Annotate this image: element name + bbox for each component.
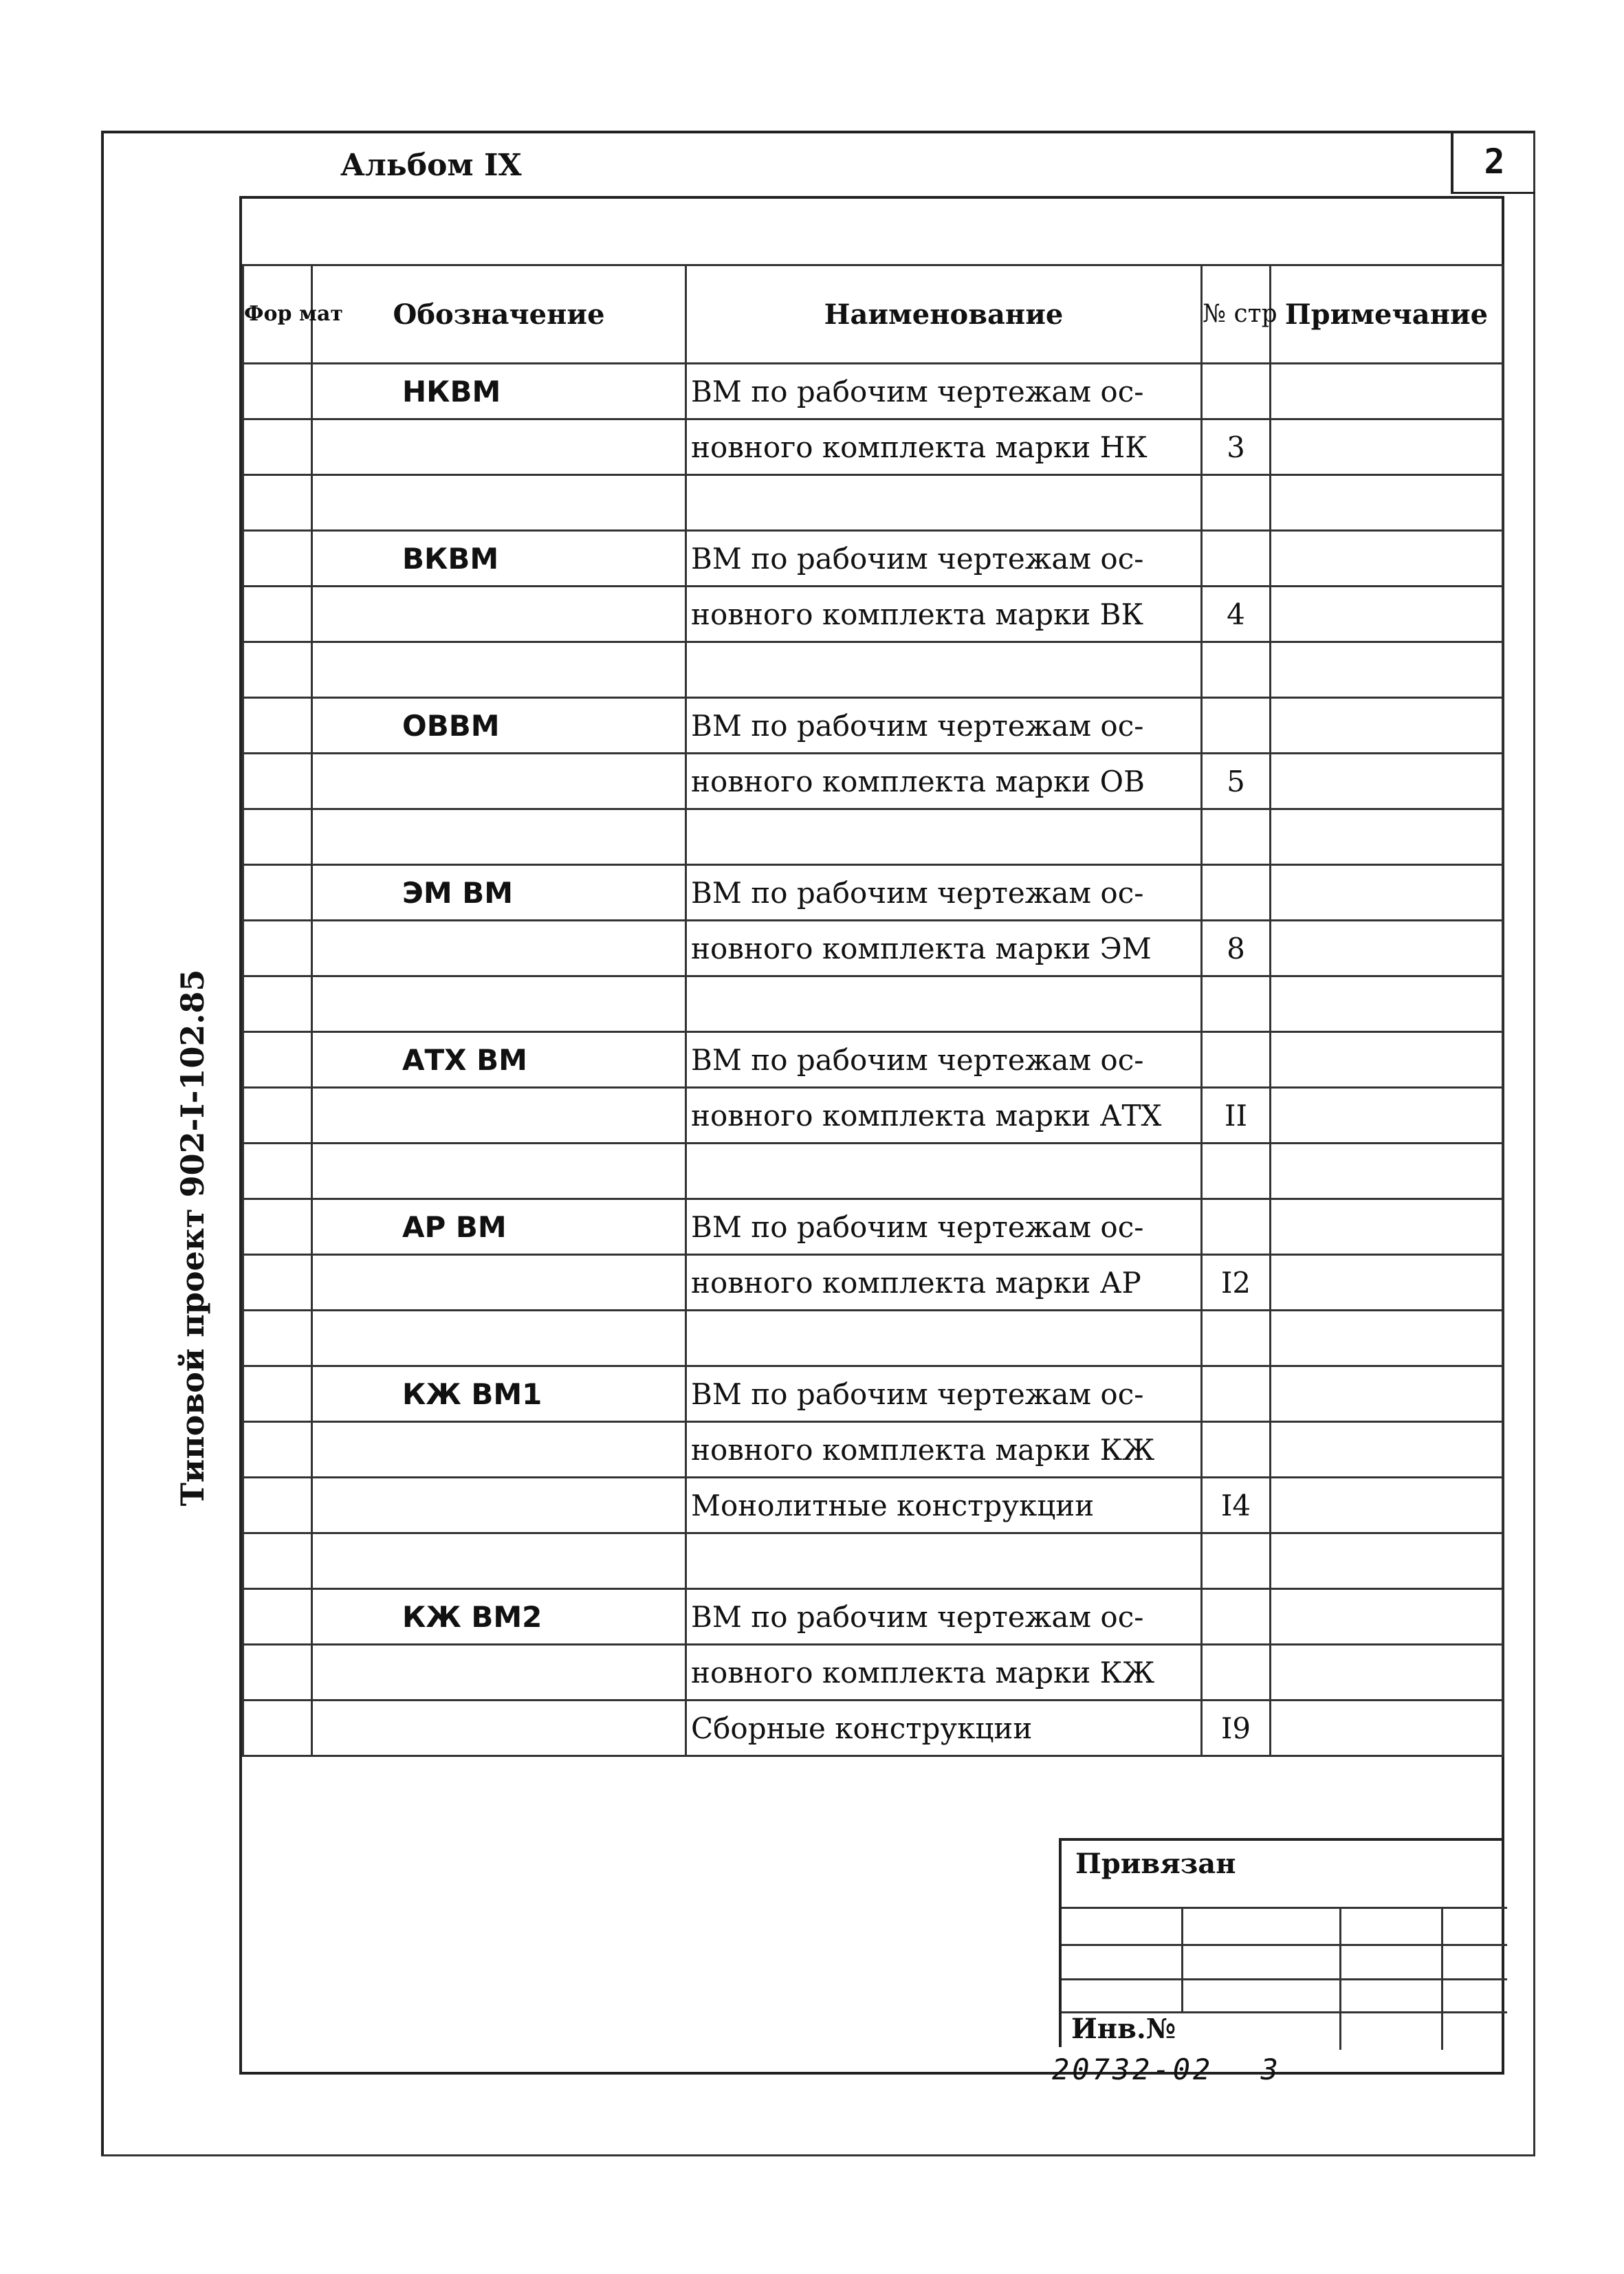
cell-note	[1271, 1199, 1503, 1255]
stamp-divider	[1181, 1907, 1183, 2011]
cell-page: 5	[1202, 754, 1271, 809]
cell-format	[243, 1311, 312, 1366]
stamp-rule	[1062, 1907, 1507, 1909]
cell-format	[243, 1255, 312, 1311]
table-row	[243, 364, 1503, 419]
cell-name: новного комплекта марки КЖ	[686, 1645, 1202, 1701]
table-row	[243, 865, 1503, 921]
stamp-divider	[1441, 1907, 1443, 2050]
cell-format	[243, 364, 312, 419]
cell-note	[1271, 1533, 1503, 1589]
cell-designation	[312, 419, 686, 475]
cell-format	[243, 1478, 312, 1533]
table-row	[243, 1088, 1503, 1144]
table-row	[243, 698, 1503, 754]
cell-page	[1202, 531, 1271, 587]
header-format: Фор мат	[243, 265, 312, 364]
cell-note	[1271, 1701, 1503, 1756]
cell-designation: АТХ ВМ	[312, 1032, 686, 1088]
cell-name	[686, 1533, 1202, 1589]
cell-note	[1271, 865, 1503, 921]
cell-name	[686, 642, 1202, 698]
cell-name	[686, 1311, 1202, 1366]
cell-format	[243, 642, 312, 698]
table-row	[243, 1645, 1503, 1701]
page-number: 2	[1451, 131, 1535, 194]
cell-page	[1202, 475, 1271, 531]
stamp-divider	[1339, 1907, 1341, 2050]
cell-name: новного комплекта марки КЖ	[686, 1422, 1202, 1478]
cell-page	[1202, 976, 1271, 1032]
cell-designation	[312, 475, 686, 531]
table-row	[243, 1533, 1503, 1589]
cell-note	[1271, 1645, 1503, 1701]
cell-note	[1271, 754, 1503, 809]
table-row	[243, 419, 1503, 475]
table-row	[243, 921, 1503, 976]
cell-page	[1202, 1589, 1271, 1645]
cell-name: новного комплекта марки НК	[686, 419, 1202, 475]
cell-note	[1271, 698, 1503, 754]
cell-note	[1271, 976, 1503, 1032]
cell-page: 3	[1202, 419, 1271, 475]
cell-name: ВМ по рабочим чертежам ос-	[686, 865, 1202, 921]
cell-name: ВМ по рабочим чертежам ос-	[686, 698, 1202, 754]
table-row	[243, 1199, 1503, 1255]
cell-name: новного комплекта марки ОВ	[686, 754, 1202, 809]
cell-format	[243, 531, 312, 587]
cell-designation	[312, 1478, 686, 1533]
cell-note	[1271, 1311, 1503, 1366]
cell-note	[1271, 1032, 1503, 1088]
cell-designation: КЖ ВМ1	[312, 1366, 686, 1422]
cell-page	[1202, 1199, 1271, 1255]
cell-designation: ОВВМ	[312, 698, 686, 754]
cell-page	[1202, 1533, 1271, 1589]
cell-page	[1202, 1366, 1271, 1422]
cell-page: 4	[1202, 587, 1271, 642]
table-row	[243, 1032, 1503, 1088]
cell-note	[1271, 587, 1503, 642]
cell-format	[243, 587, 312, 642]
cell-format	[243, 976, 312, 1032]
cell-designation	[312, 1088, 686, 1144]
cell-page: I2	[1202, 1255, 1271, 1311]
cell-designation	[312, 1533, 686, 1589]
table-row	[243, 1366, 1503, 1422]
cell-name: ВМ по рабочим чертежам ос-	[686, 1199, 1202, 1255]
cell-format	[243, 1422, 312, 1478]
cell-page	[1202, 642, 1271, 698]
cell-name: ВМ по рабочим чертежам ос-	[686, 1366, 1202, 1422]
archive-code	[1052, 2053, 1281, 2086]
cell-page	[1202, 1645, 1271, 1701]
table-row	[243, 809, 1503, 865]
cell-name: новного комплекта марки ЭМ	[686, 921, 1202, 976]
cell-name: ВМ по рабочим чертежам ос-	[686, 531, 1202, 587]
cell-format	[243, 1533, 312, 1589]
table-row	[243, 531, 1503, 587]
cell-format	[243, 1032, 312, 1088]
cell-format	[243, 809, 312, 865]
archive-sheet: 3	[1260, 2053, 1281, 2086]
header-note: Примечание	[1271, 265, 1503, 364]
cell-designation	[312, 976, 686, 1032]
cell-note	[1271, 475, 1503, 531]
cell-page	[1202, 809, 1271, 865]
cell-designation: КЖ ВМ2	[312, 1589, 686, 1645]
stamp-rule	[1062, 1944, 1507, 1946]
cell-format	[243, 1199, 312, 1255]
cell-note	[1271, 1589, 1503, 1645]
cell-designation	[312, 1701, 686, 1756]
cell-format	[243, 1088, 312, 1144]
cell-designation	[312, 754, 686, 809]
side-project-title: Типовой проект 902-I-102.85	[174, 969, 211, 1507]
cell-designation	[312, 642, 686, 698]
cell-note	[1271, 1144, 1503, 1199]
table-row	[243, 1701, 1503, 1756]
header-page: № стр	[1202, 265, 1271, 364]
stamp-label: Привязан	[1075, 1848, 1236, 1880]
album-title: Альбом IX	[340, 148, 522, 183]
cell-designation	[312, 1645, 686, 1701]
cell-designation	[312, 809, 686, 865]
cell-name: Сборные конструкции	[686, 1701, 1202, 1756]
cell-name	[686, 809, 1202, 865]
cell-page	[1202, 1144, 1271, 1199]
table-row	[243, 587, 1503, 642]
cell-note	[1271, 1478, 1503, 1533]
cell-page: I9	[1202, 1701, 1271, 1756]
cell-page	[1202, 865, 1271, 921]
table-row	[243, 1311, 1503, 1366]
cell-name: ВМ по рабочим чертежам ос-	[686, 1032, 1202, 1088]
stamp-rule	[1062, 1978, 1507, 1980]
header-designation: Обозначение	[312, 265, 686, 364]
table-row	[243, 1422, 1503, 1478]
cell-name: новного комплекта марки АР	[686, 1255, 1202, 1311]
table-header-row	[243, 265, 1503, 364]
cell-page: I4	[1202, 1478, 1271, 1533]
cell-format	[243, 1645, 312, 1701]
cell-page	[1202, 1422, 1271, 1478]
cell-note	[1271, 1088, 1503, 1144]
table-row	[243, 1255, 1503, 1311]
cell-designation	[312, 1311, 686, 1366]
cell-format	[243, 1589, 312, 1645]
cell-designation	[312, 1144, 686, 1199]
cell-format	[243, 1144, 312, 1199]
cell-designation: ВКВМ	[312, 531, 686, 587]
table-row	[243, 754, 1503, 809]
cell-page	[1202, 1311, 1271, 1366]
cell-format	[243, 698, 312, 754]
cell-page	[1202, 364, 1271, 419]
cell-format	[243, 1366, 312, 1422]
cell-format	[243, 1701, 312, 1756]
cell-designation: АР ВМ	[312, 1199, 686, 1255]
cell-name: новного комплекта марки ВК	[686, 587, 1202, 642]
table-row	[243, 976, 1503, 1032]
table-row	[243, 475, 1503, 531]
cell-name	[686, 1144, 1202, 1199]
cell-designation	[312, 1255, 686, 1311]
table-row	[243, 1589, 1503, 1645]
cell-note	[1271, 809, 1503, 865]
cell-name: ВМ по рабочим чертежам ос-	[686, 1589, 1202, 1645]
inventory-label: Инв.№	[1071, 2013, 1176, 2045]
cell-format	[243, 921, 312, 976]
cell-note	[1271, 419, 1503, 475]
cell-designation	[312, 921, 686, 976]
cell-designation: ЭМ ВМ	[312, 865, 686, 921]
cell-page: 8	[1202, 921, 1271, 976]
cell-name: ВМ по рабочим чертежам ос-	[686, 364, 1202, 419]
cell-format	[243, 865, 312, 921]
contents-table	[242, 264, 1504, 1757]
cell-designation: НКВМ	[312, 364, 686, 419]
cell-designation	[312, 1422, 686, 1478]
table-row	[243, 1144, 1503, 1199]
cell-page: II	[1202, 1088, 1271, 1144]
archive-number: 20732-02	[1052, 2053, 1214, 2086]
cell-note	[1271, 1422, 1503, 1478]
cell-note	[1271, 1255, 1503, 1311]
cell-note	[1271, 531, 1503, 587]
cell-note	[1271, 364, 1503, 419]
cell-format	[243, 754, 312, 809]
cell-designation	[312, 587, 686, 642]
cell-name	[686, 475, 1202, 531]
cell-note	[1271, 1366, 1503, 1422]
cell-page	[1202, 1032, 1271, 1088]
cell-format	[243, 419, 312, 475]
cell-name: новного комплекта марки АТХ	[686, 1088, 1202, 1144]
binding-stamp	[1059, 1838, 1504, 2047]
cell-note	[1271, 921, 1503, 976]
cell-format	[243, 475, 312, 531]
table-row	[243, 642, 1503, 698]
cell-name	[686, 976, 1202, 1032]
table-row	[243, 1478, 1503, 1533]
cell-page	[1202, 698, 1271, 754]
cell-note	[1271, 642, 1503, 698]
cell-name: Монолитные конструкции	[686, 1478, 1202, 1533]
header-name: Наименование	[686, 265, 1202, 364]
